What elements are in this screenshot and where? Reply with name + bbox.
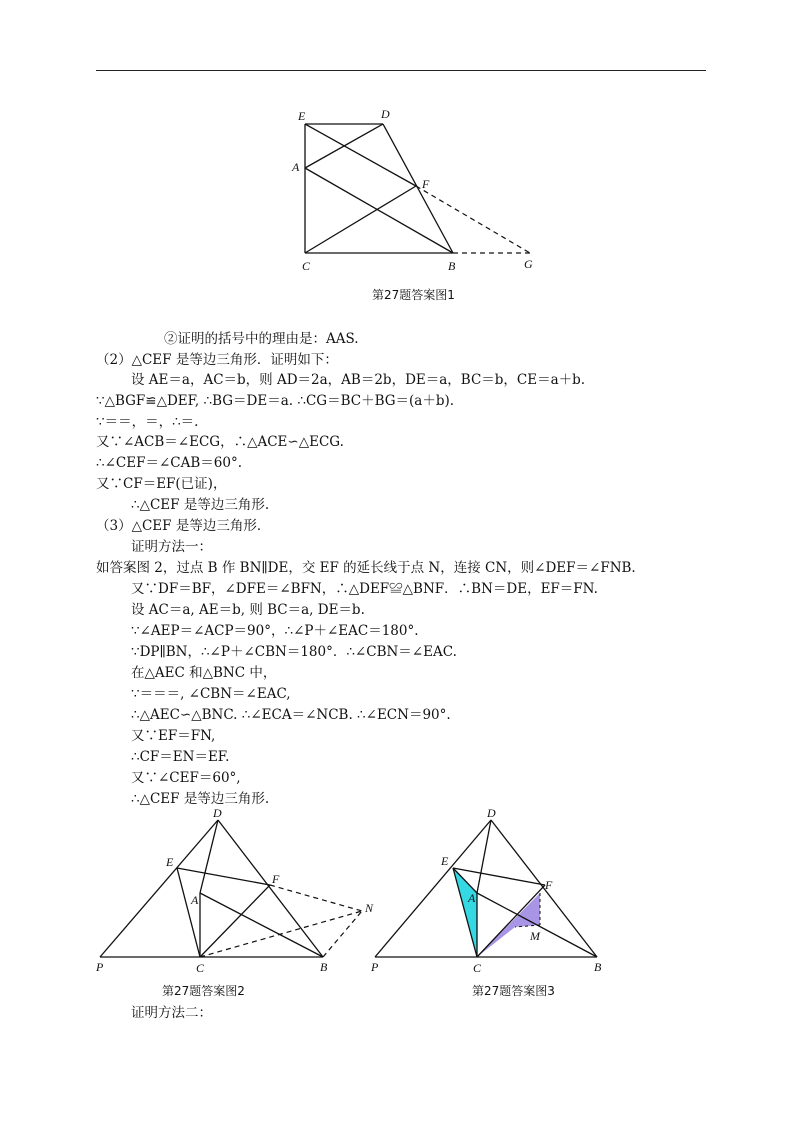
text-line-15: ∵∠AEP＝∠ACP＝90°，∴∠P＋∠EAC＝180°. xyxy=(131,623,419,639)
text-line-18: ∵＝＝＝, ∠CBN＝∠EAC, xyxy=(131,686,291,702)
label-A: A xyxy=(292,160,300,174)
dashed-segment-FN xyxy=(270,885,362,911)
label-B: B xyxy=(594,960,602,974)
figure-1 xyxy=(280,100,560,280)
segment-AD xyxy=(477,820,491,893)
figure-1-diagram xyxy=(280,100,560,280)
label-P: P xyxy=(371,960,379,974)
label-F: F xyxy=(272,872,280,886)
figure-3 xyxy=(365,805,625,980)
text-line-22: 又∵∠CEF＝60°, xyxy=(131,770,241,786)
text-line-10: （3）△CEF 是等边三角形． xyxy=(96,518,271,534)
segment-AB xyxy=(200,893,323,957)
figure-2 xyxy=(90,805,390,980)
label-N: N xyxy=(365,901,374,915)
label-E: E xyxy=(298,109,306,123)
label-C: C xyxy=(196,961,205,975)
figure-2-caption: 第27题答案图2 xyxy=(162,984,245,998)
text-line-12: 如答案图 2，过点 B 作 BN∥DE，交 EF 的延长线于点 N，连接 CN，则∠DEF＝∠FNB. xyxy=(96,560,636,576)
text-line-24: 证明方法二： xyxy=(131,1005,212,1021)
label-E: E xyxy=(166,855,174,869)
label-F: F xyxy=(422,177,430,191)
text-line-11: 证明方法一： xyxy=(131,539,212,555)
text-line-1: ②证明的括号中的理由是：AAS. xyxy=(164,331,359,347)
text-line-3: 设 AE＝a，AC＝b，则 AD＝2a，AB＝2b，DE＝a，BC＝b，CE＝a＋b. xyxy=(131,372,586,388)
label-E: E xyxy=(441,854,449,868)
text-line-4: ∵△BGF≌△DEF, ∴BG＝DE＝a. ∴CG＝BC＋BG＝(a＋b). xyxy=(96,393,455,409)
dashed-segment-CN xyxy=(200,911,362,957)
figure-3-diagram xyxy=(365,805,625,980)
dashed-segment-BN xyxy=(323,911,362,957)
text-line-21: ∴CF＝EN＝EF. xyxy=(131,749,230,765)
dashed-segment-FG xyxy=(416,186,530,253)
label-C: C xyxy=(302,259,311,273)
text-line-9: ∴△CEF 是等边三角形. xyxy=(131,497,270,513)
label-F: F xyxy=(545,878,553,892)
text-line-20: 又∵EF＝FN, xyxy=(131,728,216,744)
label-B: B xyxy=(320,960,328,974)
text-line-19: ∴△AEC∽△BNC. ∴∠ECA＝∠NCB. ∴∠ECN＝90°. xyxy=(131,707,451,723)
label-A: A xyxy=(468,891,476,905)
text-line-6: 又∵∠ACB＝∠ECG，∴△ACE∽△ECG. xyxy=(96,434,344,450)
label-D: D xyxy=(213,806,222,820)
text-line-7: ∴∠CEF＝∠CAB＝60°. xyxy=(96,455,242,471)
segment-CF xyxy=(305,186,416,253)
header-rule xyxy=(96,70,706,71)
text-line-8: 又∵CF＝EF(已证)， xyxy=(96,476,227,492)
segment-CF xyxy=(200,885,270,957)
label-A: A xyxy=(191,893,199,907)
label-D: D xyxy=(381,107,390,121)
text-line-14: 设 AC＝a, AE＝b, 则 BC＝a, DE＝b. xyxy=(131,602,365,618)
figure-3-caption: 第27题答案图3 xyxy=(472,984,555,998)
label-P: P xyxy=(96,960,104,974)
label-M: M xyxy=(530,929,540,943)
label-D: D xyxy=(487,806,496,820)
figure-2-diagram xyxy=(90,805,390,980)
segment-EC xyxy=(177,868,200,957)
text-line-5: ∵＝＝，＝，∴＝. xyxy=(96,414,199,430)
label-B: B xyxy=(448,259,456,273)
text-line-17: 在△AEC 和△BNC 中， xyxy=(131,665,277,681)
label-C: C xyxy=(473,961,482,975)
figure-1-caption: 第27题答案图1 xyxy=(372,288,455,302)
text-line-16: ∵DP∥BN，∴∠P＋∠CBN＝180°．∴∠CBN＝∠EAC. xyxy=(131,644,457,660)
text-line-23: ∴△CEF 是等边三角形. xyxy=(131,791,270,807)
label-G: G xyxy=(524,257,533,271)
segment-DB xyxy=(383,124,453,253)
text-line-13: 又∵DF＝BF，∠DFE＝∠BFN，∴△DEF≌△BNF．∴BN＝DE，EF＝FN. xyxy=(131,581,598,597)
text-line-2: （2）△CEF 是等边三角形．证明如下： xyxy=(96,352,338,368)
segment-DB xyxy=(491,820,597,957)
